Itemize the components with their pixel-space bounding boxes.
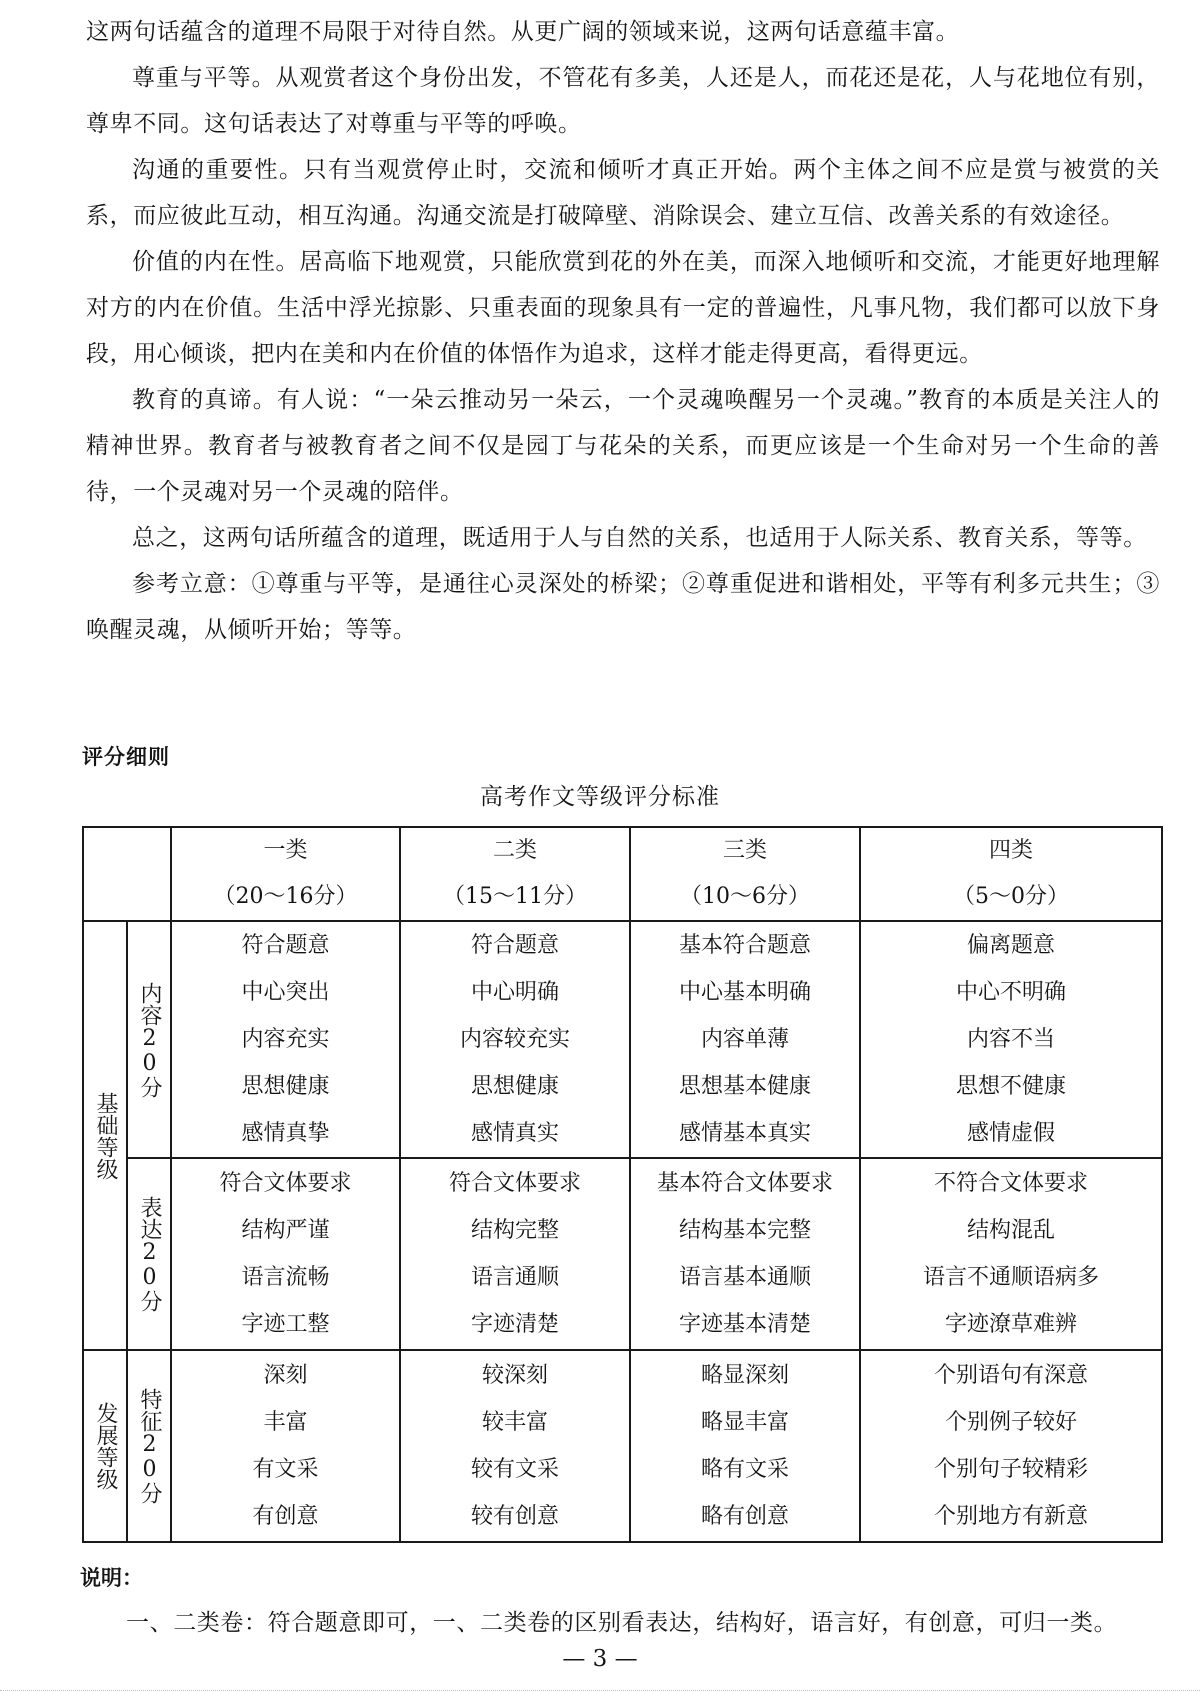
criterion-text: 基本符合文体要求: [656, 1171, 833, 1196]
criterion-text: 结构基本完整: [678, 1218, 811, 1243]
criterion-text: 略显深刻: [700, 1363, 789, 1388]
criterion-text: 偏离题意: [966, 933, 1055, 958]
row-label-features: [127, 1350, 171, 1542]
row-label-content: [127, 921, 171, 1158]
criterion-text: 略有文采: [700, 1457, 789, 1482]
criterion-text: 感情虚假: [966, 1121, 1055, 1146]
criterion-text: 中心基本明确: [678, 980, 811, 1005]
criterion-text: 较丰富: [481, 1410, 548, 1435]
grade-name: 四类: [988, 838, 1033, 863]
group-label-basic: [83, 921, 127, 1350]
criterion-text: 语言通顺: [470, 1265, 559, 1290]
paragraph-summary: 总之，这两句话所蕴含的道理，既适用于人与自然的关系，也适用于人际关系、教育关系，等等。: [132, 525, 1147, 551]
criterion-text: 较深刻: [481, 1363, 548, 1388]
criterion-text: 字迹清楚: [470, 1312, 559, 1337]
grade-name: 三类: [722, 838, 767, 863]
row-label-text: 内容20分: [137, 981, 162, 1098]
table-cell: [860, 921, 1162, 1158]
criterion-text: 语言不通顺语病多: [922, 1265, 1099, 1290]
criterion-text: 不符合文体要求: [933, 1171, 1088, 1196]
criterion-text: 感情基本真实: [678, 1121, 811, 1146]
bottom-dotted-rule: [0, 1690, 1200, 1691]
table-cell: [630, 1158, 860, 1350]
criterion-text: 较有文采: [470, 1457, 559, 1482]
note-text: 一、二类卷：符合题意即可，一、二类卷的区别看表达，结构好，语言好，有创意，可归一类。: [126, 1610, 1118, 1636]
paragraph-respect-equality: 尊重与平等。从观赏者这个身份出发，不管花有多美，人还是人，而花还是花，人与花地位有别，尊卑不同。这句话表达了对尊重与平等的呼唤。: [86, 65, 1160, 137]
table-cell: [630, 1350, 860, 1542]
criterion-text: 感情真实: [470, 1121, 559, 1146]
criterion-text: 语言基本通顺: [678, 1265, 811, 1290]
criterion-text: 符合文体要求: [448, 1171, 581, 1196]
criterion-text: 字迹潦草难辨: [944, 1312, 1077, 1337]
table-cell: [860, 1158, 1162, 1350]
criterion-text: 较有创意: [470, 1504, 559, 1529]
criterion-text: 个别句子较精彩: [933, 1457, 1088, 1482]
paragraph-inner-value: 价值的内在性。居高临下地观赏，只能欣赏到花的外在美，而深入地倾听和交流，才能更好地理解对方的内在价值。生活中浮光掠影、只重表面的现象具有一定的普遍性，凡事凡物，我们都可以放下身段，用心倾谈，把内在美和内在价值的体悟作为追求，这样才能走得更高，看得更远。: [86, 249, 1160, 367]
criterion-text: 符合题意: [241, 933, 330, 958]
criterion-text: 内容不当: [966, 1027, 1055, 1052]
criterion-text: 有创意: [252, 1504, 319, 1529]
paragraph-education: 教育的真谛。有人说：“一朵云推动另一朵云，一个灵魂唤醒另一个灵魂。”教育的本质是关注人的精神世界。教育者与被教育者之间不仅是园丁与花朵的关系，而更应该是一个生命对另一个生命的善待，一个灵魂对另一个灵魂的陪伴。: [86, 387, 1160, 505]
grade-header-3: [630, 827, 860, 921]
table-cell: [400, 1350, 630, 1542]
criterion-text: 个别地方有新意: [933, 1504, 1088, 1529]
table-cell: [630, 921, 860, 1158]
criterion-text: 个别语句有深意: [933, 1363, 1088, 1388]
criterion-text: 语言流畅: [241, 1265, 330, 1290]
row-label-expression: [127, 1158, 171, 1350]
group-label-text: 发展等级: [93, 1402, 118, 1490]
criterion-text: 中心突出: [241, 980, 330, 1005]
grade-name: 二类: [492, 838, 537, 863]
table-cell: [171, 921, 400, 1158]
section-heading: 评分细则: [82, 744, 170, 769]
criterion-text: 结构完整: [470, 1218, 559, 1243]
criterion-text: 思想基本健康: [678, 1074, 811, 1099]
grade-name: 一类: [263, 838, 308, 863]
grade-range: （15～11分）: [443, 884, 587, 909]
criterion-text: 略有创意: [700, 1504, 789, 1529]
criterion-text: 略显丰富: [700, 1410, 789, 1435]
grade-header-1: [171, 827, 400, 921]
page-number: — 3 —: [562, 1646, 638, 1672]
table-cell: [171, 1158, 400, 1350]
table-row-features: [83, 1350, 1162, 1542]
paragraph-reference-themes: 参考立意：①尊重与平等，是通往心灵深处的桥梁；②尊重促进和谐相处，平等有利多元共生；③唤醒灵魂，从倾听开始；等等。: [86, 571, 1160, 643]
grade-range: （5～0分）: [953, 884, 1069, 909]
criterion-text: 符合文体要求: [219, 1171, 352, 1196]
grade-range: （10～6分）: [680, 884, 810, 909]
grade-header-2: [400, 827, 630, 921]
row-label-text: 表达20分: [137, 1196, 162, 1312]
criterion-text: 思想健康: [241, 1074, 330, 1099]
criterion-text: 有文采: [252, 1457, 319, 1482]
criterion-text: 结构严谨: [241, 1218, 330, 1243]
criterion-text: 符合题意: [470, 933, 559, 958]
table-row-expression: [83, 1158, 1162, 1350]
note-title: 说明：: [80, 1565, 143, 1590]
criterion-text: 思想不健康: [955, 1074, 1066, 1099]
criterion-text: 思想健康: [470, 1074, 559, 1099]
criterion-text: 中心不明确: [955, 980, 1066, 1005]
criterion-text: 字迹工整: [241, 1312, 330, 1337]
row-label-text: 特征20分: [137, 1388, 162, 1504]
paragraph-intro: 这两句话蕴含的道理不局限于对待自然。从更广阔的领域来说，这两句话意蕴丰富。: [86, 19, 960, 45]
table-corner-cell: [83, 827, 171, 921]
table-title: 高考作文等级评分标准: [480, 784, 720, 810]
group-label-development: [83, 1350, 127, 1542]
table-row-content: [83, 921, 1162, 1158]
grade-range: （20～16分）: [213, 884, 358, 909]
paragraph-communication: 沟通的重要性。只有当观赏停止时，交流和倾听才真正开始。两个主体之间不应是赏与被赏的关系，而应彼此互动，相互沟通。沟通交流是打破障壁、消除误会、建立互信、改善关系的有效途径。: [86, 157, 1160, 229]
table-cell: [400, 1158, 630, 1350]
criterion-text: 深刻: [263, 1363, 308, 1388]
table-cell: [860, 1350, 1162, 1542]
table-header-row: [83, 827, 1162, 921]
criterion-text: 丰富: [263, 1410, 308, 1435]
criterion-text: 个别例子较好: [944, 1410, 1077, 1435]
grade-header-4: [860, 827, 1162, 921]
criterion-text: 中心明确: [470, 980, 559, 1005]
grading-table: [82, 826, 1163, 1543]
table-cell: [400, 921, 630, 1158]
criterion-text: 基本符合题意: [678, 933, 811, 958]
criterion-text: 结构混乱: [966, 1218, 1055, 1243]
criterion-text: 内容较充实: [459, 1027, 570, 1052]
table-cell: [171, 1350, 400, 1542]
criterion-text: 字迹基本清楚: [678, 1312, 811, 1337]
criterion-text: 感情真挚: [241, 1121, 330, 1146]
group-label-text: 基础等级: [93, 1091, 118, 1180]
criterion-text: 内容单薄: [700, 1027, 789, 1052]
criterion-text: 内容充实: [241, 1027, 330, 1052]
